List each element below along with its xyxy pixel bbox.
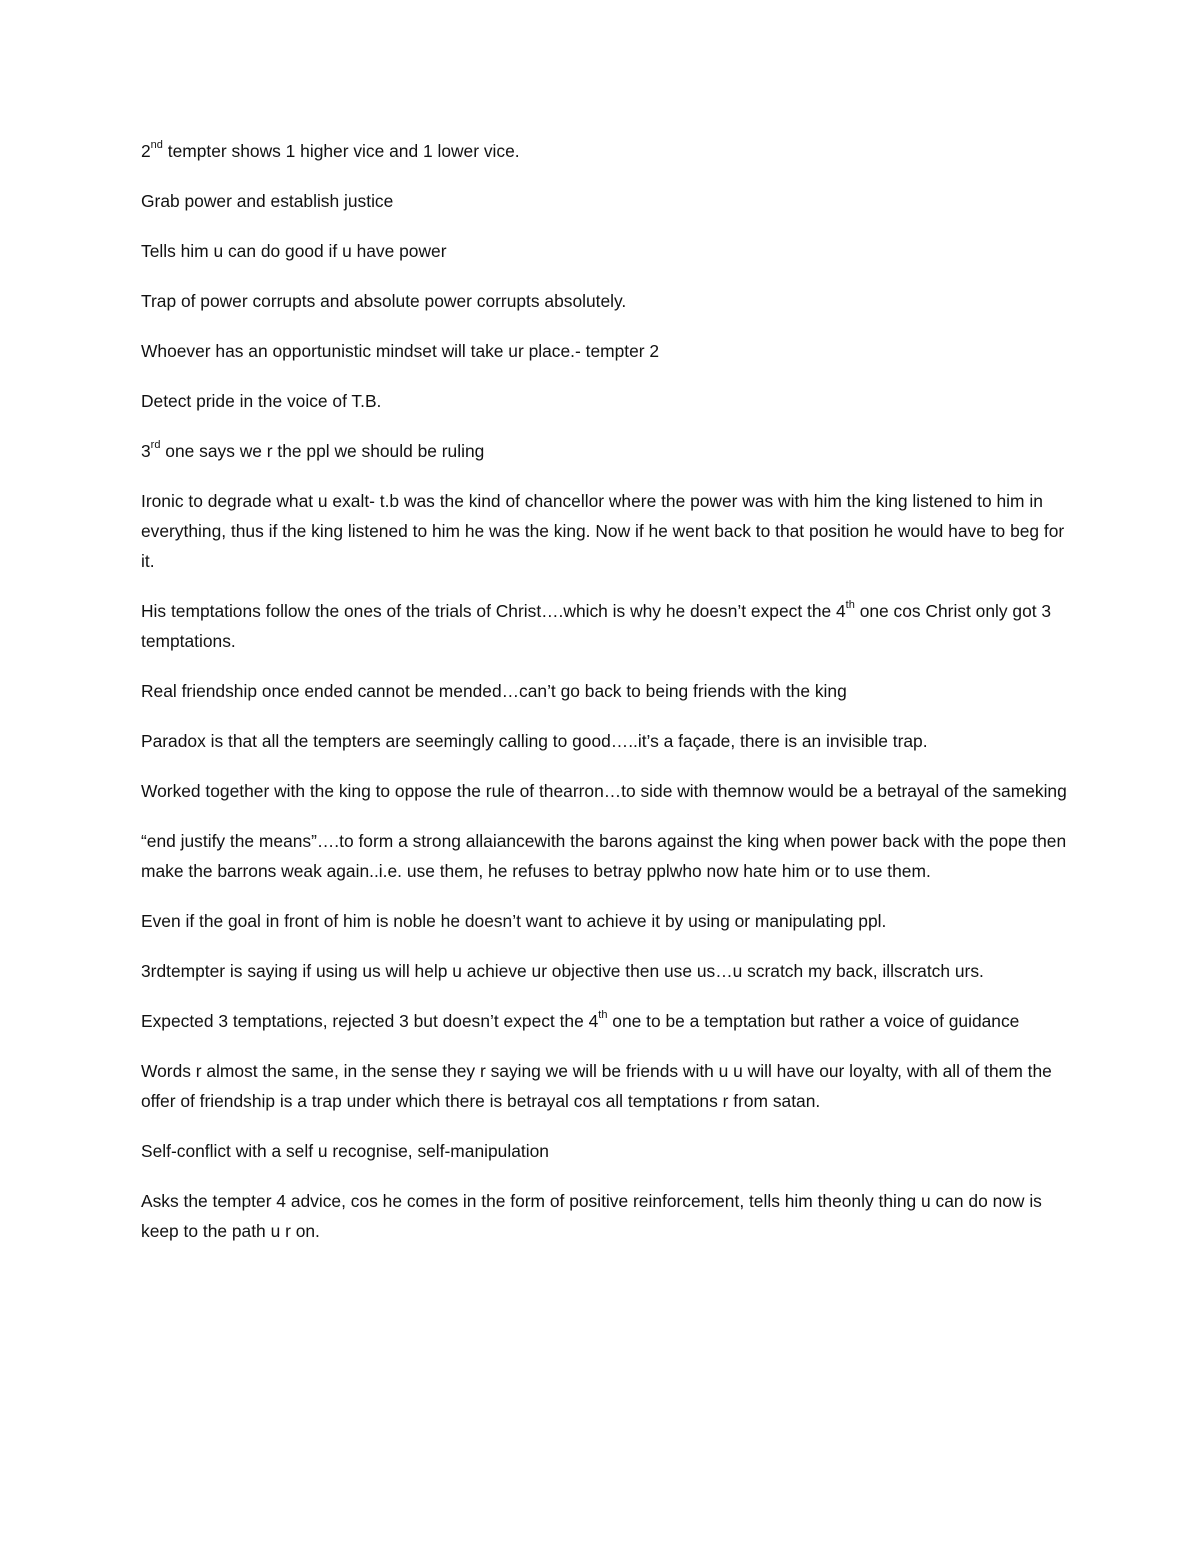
paragraph <box>141 776 1071 806</box>
paragraph <box>141 1056 1071 1116</box>
paragraph-text: Real friendship once ended cannot be mended…can’t go back to being friends with the king <box>141 681 847 701</box>
paragraph <box>141 486 1071 576</box>
paragraph <box>141 1006 1071 1036</box>
paragraph <box>141 596 1071 656</box>
paragraph-text: Words r almost the same, in the sense they r saying we will be friends with u u will have our loyalty, with all of them the offer of friendship is a trap under which there is betrayal cos all temptations r from satan. <box>141 1061 1052 1111</box>
paragraph-text: Tells him u can do good if u have power <box>141 241 447 261</box>
paragraph <box>141 826 1071 886</box>
paragraph-text: Expected 3 temptations, rejected 3 but doesn’t expect the 4 <box>141 1011 599 1031</box>
paragraph-text: Trap of power corrupts and absolute power corrupts absolutely. <box>141 291 627 311</box>
paragraph <box>141 336 1071 366</box>
paragraph-text: Worked together with the king to oppose the rule of thearron…to side with themnow would be a betrayal of the sameking <box>141 781 1067 801</box>
paragraph-text: 3 <box>141 441 151 461</box>
paragraph-text: 3rdtempter is saying if using us will help u achieve ur objective then use us…u scratch my back, illscratch urs. <box>141 961 984 981</box>
paragraph-text: one says we r the ppl we should be ruling <box>160 441 485 461</box>
paragraph-text: tempter shows 1 higher vice and 1 lower vice. <box>162 141 520 161</box>
superscript: nd <box>150 139 163 152</box>
paragraph-text: Whoever has an opportunistic mindset will take ur place.- tempter 2 <box>141 341 660 361</box>
superscript: rd <box>150 439 161 452</box>
paragraph-text: Grab power and establish justice <box>141 191 394 211</box>
document-body <box>141 136 1071 1266</box>
paragraph <box>141 386 1071 416</box>
paragraph <box>141 1136 1071 1166</box>
paragraph <box>141 286 1071 316</box>
superscript: th <box>845 599 855 612</box>
paragraph <box>141 906 1071 936</box>
paragraph-text: one cos Christ only got 3 temptations. <box>141 601 1052 651</box>
paragraph <box>141 136 1071 166</box>
paragraph-text: Detect pride in the voice of T.B. <box>141 391 382 411</box>
paragraph <box>141 436 1071 466</box>
paragraph-text: one to be a temptation but rather a voice of guidance <box>607 1011 1020 1031</box>
paragraph-text: Paradox is that all the tempters are seemingly calling to good…..it’s a façade, there is an invisible trap. <box>141 731 928 751</box>
paragraph-text: 2 <box>141 141 151 161</box>
paragraph <box>141 186 1071 216</box>
paragraph-text: Ironic to degrade what u exalt- t.b was the kind of chancellor where the power was with him the king listened to him in everything, thus if the king listened to him he was the king. Now if he went back to that position he would have to beg for it. <box>141 491 1065 571</box>
paragraph <box>141 676 1071 706</box>
paragraph-text: “end justify the means”….to form a strong allaiancewith the barons against the king when power back with the pope then make the barrons weak again..i.e. use them, he refuses to betray pplwho now hate him or to use them. <box>141 831 1067 881</box>
paragraph-text: His temptations follow the ones of the trials of Christ….which is why he doesn’t expect the 4 <box>141 601 846 621</box>
paragraph-text: Self-conflict with a self u recognise, self-manipulation <box>141 1141 549 1161</box>
paragraph <box>141 956 1071 986</box>
paragraph-text: Asks the tempter 4 advice, cos he comes in the form of positive reinforcement, tells him theonly thing u can do now is keep to the path u r on. <box>141 1191 1042 1241</box>
paragraph <box>141 1186 1071 1246</box>
paragraph <box>141 726 1071 756</box>
paragraph-text: Even if the goal in front of him is noble he doesn’t want to achieve it by using or manipulating ppl. <box>141 911 887 931</box>
superscript: th <box>598 1009 608 1022</box>
paragraph <box>141 236 1071 266</box>
